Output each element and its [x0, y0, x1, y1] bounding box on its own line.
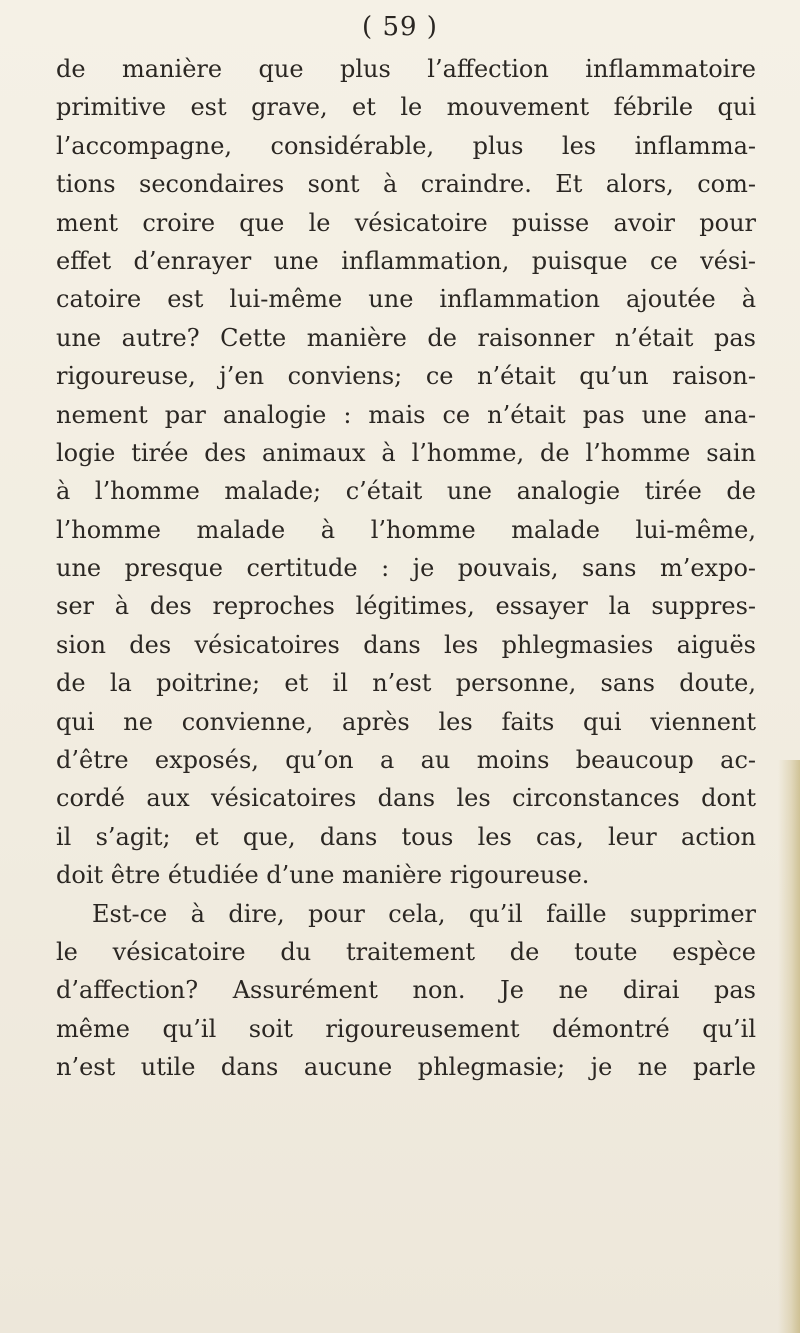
text-line: l’accompagne, considérable, plus les inflamma- — [56, 131, 756, 160]
text-line: d’être exposés, qu’on a au moins beaucoup ac- — [56, 746, 756, 775]
text-line: primitive est grave, et le mouvement fébrile qui — [56, 93, 756, 122]
text-line: nement par analogie : mais ce n’était pas une ana- — [56, 400, 756, 429]
text-line: le vésicatoire du traitement de toute espèce — [56, 937, 756, 966]
text-line: n’est utile dans aucune phlegmasie; je ne parle — [56, 1053, 756, 1082]
text-line: effet d’enrayer une inflammation, puisque ce vési- — [56, 246, 756, 275]
text-line: ser à des reproches légitimes, essayer la suppres- — [56, 592, 756, 621]
text-line: l’homme malade à l’homme malade lui-même, — [56, 515, 756, 544]
text-line: à l’homme malade; c’était une analogie tirée de — [56, 477, 756, 506]
text-line: ment croire que le vésicatoire puisse avoir pour — [56, 208, 756, 237]
text-line: même qu’il soit rigoureusement démontré qu’il — [56, 1014, 756, 1043]
body-text — [56, 50, 756, 1087]
text-line: d’affection? Assurément non. Je ne dirai pas — [56, 976, 756, 1005]
text-line: rigoureuse, j’en conviens; ce n’était qu’un raison- — [56, 362, 756, 391]
text-line: sion des vésicatoires dans les phlegmasies aiguës — [56, 630, 756, 659]
text-line: il s’agit; et que, dans tous les cas, leur action — [56, 822, 756, 851]
text-line: une presque certitude : je pouvais, sans m’expo- — [56, 554, 756, 583]
page-number: ( 59 ) — [362, 12, 438, 42]
text-line: catoire est lui-même une inflammation ajoutée à — [56, 285, 756, 314]
text-line: logie tirée des animaux à l’homme, de l’homme sain — [56, 438, 756, 467]
text-line: Est-ce à dire, pour cela, qu’il faille supprimer — [92, 899, 756, 928]
text-line: tions secondaires sont à craindre. Et alors, com- — [56, 170, 756, 199]
text-line: qui ne convienne, après les faits qui viennent — [56, 707, 756, 736]
text-line: de la poitrine; et il n’est personne, sans doute, — [56, 669, 756, 698]
text-line: une autre? Cette manière de raisonner n’était pas — [56, 323, 756, 352]
text-line: doit être étudiée d’une manière rigoureuse. — [56, 861, 590, 890]
page-edge-stain — [778, 760, 800, 1333]
text-line: de manière que plus l’affection inflammatoire — [56, 55, 756, 83]
text-line: cordé aux vésicatoires dans les circonstances dont — [56, 784, 756, 813]
